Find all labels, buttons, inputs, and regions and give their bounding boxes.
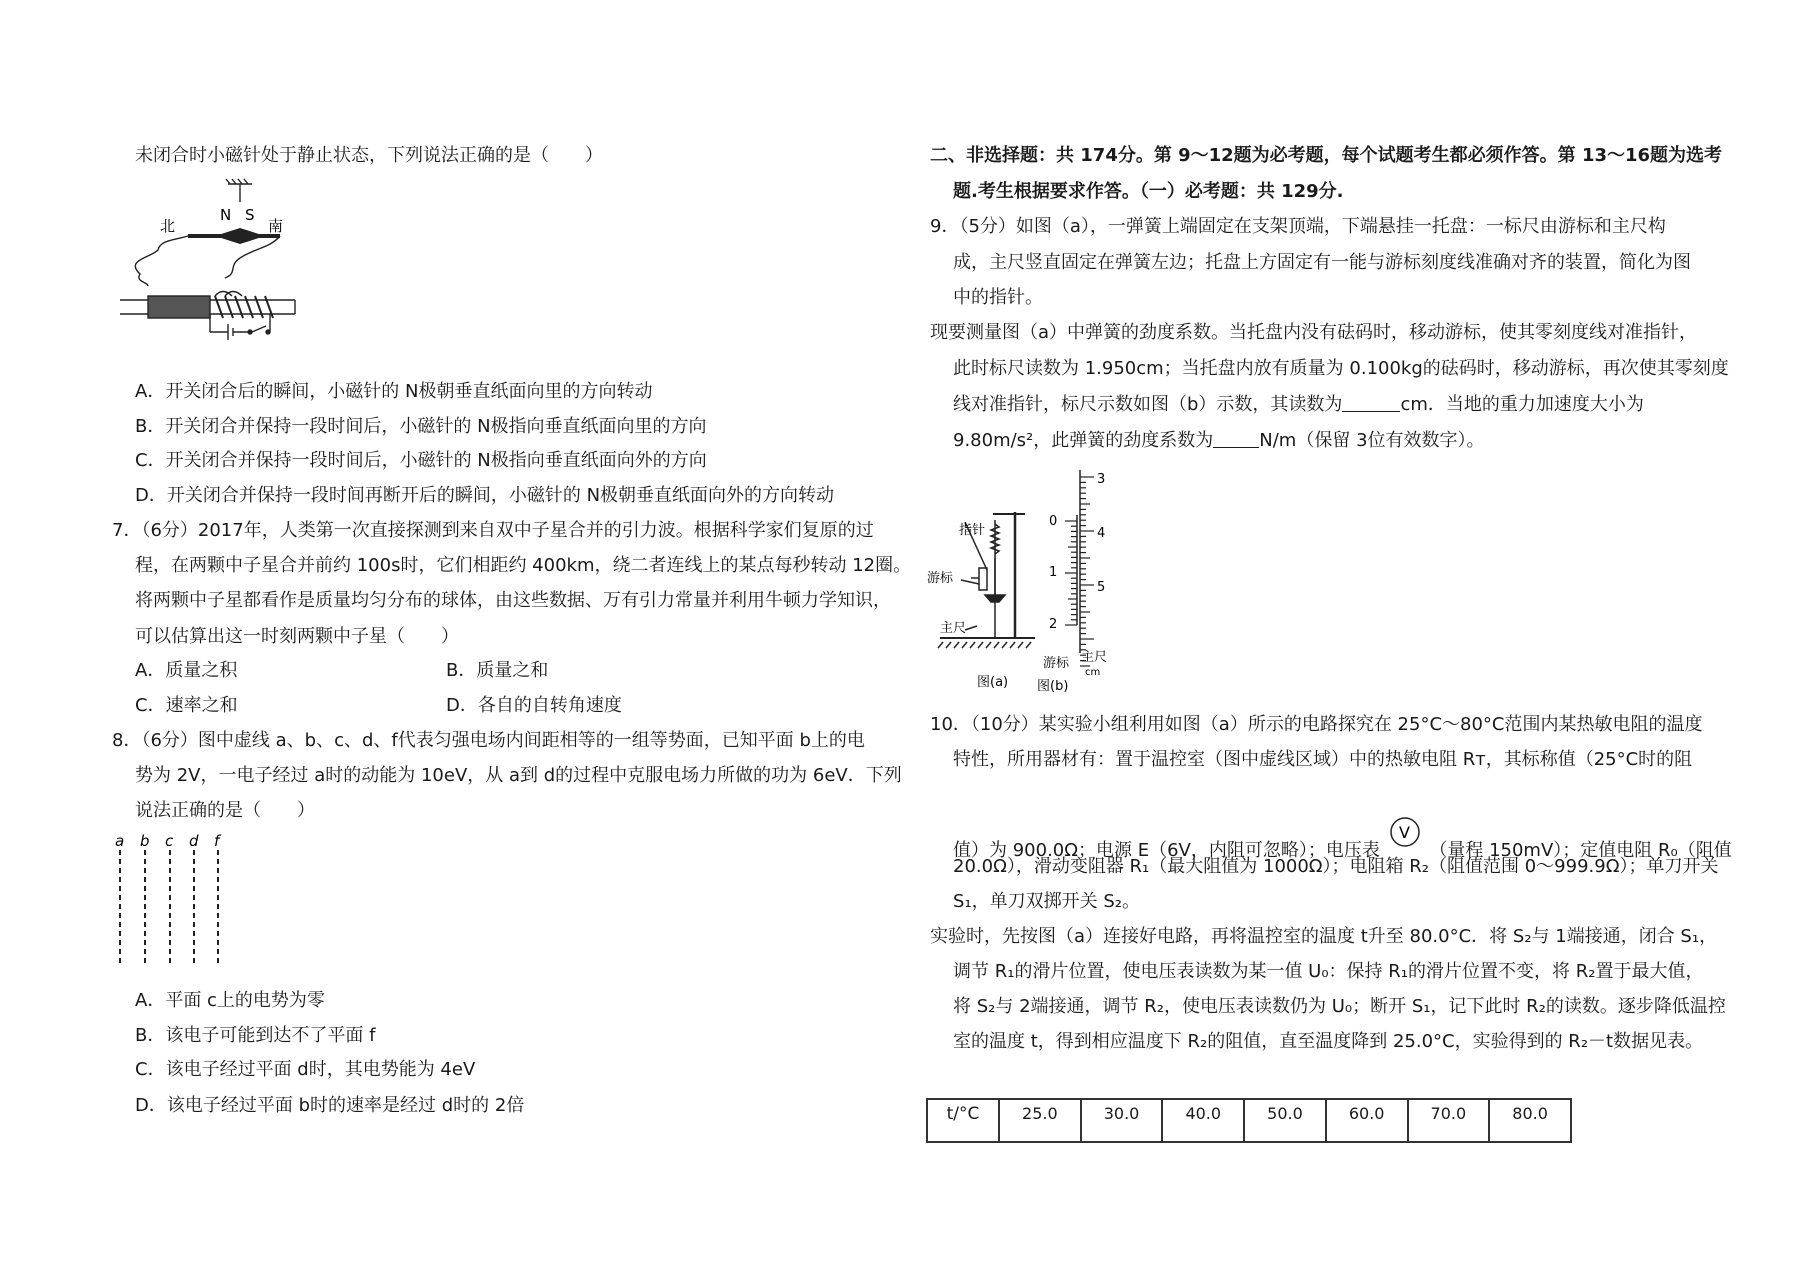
voltmeter-label: V [1398,823,1410,842]
q9-line-7 [953,426,1485,452]
q8-option-d: D．该电子经过平面 b时的速率是经过 d时的 2倍 [135,1095,525,1116]
q9-line-6-b: cm．当地的重力加速度大小为 [1400,394,1644,415]
q10-exp-line-4: 室的温度 t，得到相应温度下 R₂的阻值，直至温度降到 25.0°C，实验得到的 R₂－t数据见表。 [953,1031,1704,1052]
q9-line-6 [953,390,1644,416]
q6-option-a: A．开关闭合后的瞬间，小磁针的 N极朝垂直纸面向里的方向转动 [135,381,653,402]
table-row [927,1099,1571,1142]
q9-line-7-a: 9.80m/s²，此弹簧的劲度系数为 [953,430,1214,451]
q7-option-d: D．各自的自转角速度 [446,695,622,716]
q9-line-2: 成，主尺竖直固定在弹簧左边；托盘上方固定有一能与游标刻度线准确对齐的装置，简化为图 [953,252,1691,273]
table-cell: 80.0 [1489,1099,1571,1142]
r2-t-data-table [926,1098,1572,1143]
q6-needle-s-label: S [245,206,255,224]
table-header-cell: t/°C [927,1099,999,1142]
main-scale-label: 主尺 [940,621,967,636]
q7-option-c: C．速率之和 [135,695,238,716]
q7-line-2: 程，在两颗中子星合并前约 100s时，它们相距约 400km，绕二者连线上的某点每秒转动 12圈。 [135,555,912,576]
q8-line-2: 势为 2V，一电子经过 a时的动能为 10eV，从 a到 d的过程中克服电场力所做的功为 6eV．下列 [135,765,902,786]
q10-line-1: 10．（10分）某实验小组利用如图（a）所示的电路探究在 25°C～80°C范围内某热敏电阻的温度 [930,714,1703,735]
table-cell: 50.0 [1244,1099,1326,1142]
q10-exp-line-2: 调节 R₁的滑片位置，使电压表读数为某一值 U₀：保持 R₁的滑片位置不变，将 R₂置于最大值， [953,961,1704,982]
q8-line-1: 8．（6分）图中虚线 a、b、c、d、f代表匀强电场内间距相等的一组等势面，已知平面 b上的电 [112,730,865,751]
q10-exp-line-1: 实验时，先按图（a）连接好电路，再将温控室的温度 t升至 80.0°C．将 S₂与 1端接通，闭合 S₁， [930,926,1718,947]
q9-line-6-a: 线对准指针，标尺示数如图（b）示数，其读数为 [953,394,1343,415]
q9-vernier-figure [1035,465,1125,700]
q10-line-4: 20.0Ω），滑动变阻器 R₁（最大阻值为 1000Ω）；电阻箱 R₂（阻值范围 0～999.9Ω）；单刀开关 [953,856,1719,877]
q6-stem-tail: 未闭合时小磁针处于静止状态，下列说法正确的是（ ） [135,145,603,166]
main-b-label: 主尺 [1081,650,1108,665]
vernier-number-2: 2 [1049,617,1058,632]
q7-line-4: 可以估算出这一时刻两颗中子星（ ） [135,626,459,647]
section-heading-line-1: 二、非选择题：共 174分。第 9～12题为必考题，每个试题考生都必须作答。第 13～16题为选考 [930,145,1723,166]
q7-line-3: 将两颗中子星都看作是质量均匀分布的球体，由这些数据、万有引力常量并利用牛顿力学知识， [135,590,891,611]
vernier-label: 游标 [927,571,954,586]
q8-option-c: C．该电子经过平面 d时，其电势能为 4eV [135,1059,476,1080]
main-scale-number-4: 4 [1097,526,1106,541]
q8-option-b: B．该电子可能到达不了平面 f [135,1025,376,1046]
q8-equipotential-figure [110,832,230,967]
q8-option-a: A．平面 c上的电势为零 [135,990,325,1011]
main-scale-number-5: 5 [1097,580,1106,595]
table-cell: 30.0 [1081,1099,1163,1142]
unit-label: cm [1085,667,1101,678]
q9-line-5: 此时标尺读数为 1.950cm；当托盘内放有质量为 0.100kg的砝码时，移动游标，再次使其零刻度 [953,358,1729,379]
q8-line-3: 说法正确的是（ ） [135,800,315,821]
q9-line-3: 中的指针。 [953,287,1043,308]
q9-line-7-b: N/m（保留 3位有效数字）。 [1259,430,1485,451]
q10-line-5: S₁，单刀双掷开关 S₂。 [953,891,1141,912]
voltmeter-icon [1389,816,1421,848]
vernier-number-1: 1 [1049,565,1058,580]
q10-exp-line-3: 将 S₂与 2端接通，调节 R₂，使电压表读数仍为 U₀；断开 S₁，记下此时 R₂的读数。逐步降低温控 [953,996,1726,1017]
figure-a-caption: 图(a) [977,675,1009,690]
pointer-label: 指针 [959,523,986,538]
q9-line-1: 9．（5分）如图（a），一弹簧上端固定在支架顶端，下端悬挂一托盘：一标尺由游标和主尺构 [930,216,1666,237]
q6-option-b: B．开关闭合并保持一段时间后，小磁针的 N极指向垂直纸面向里的方向 [135,416,707,437]
table-cell: 25.0 [999,1099,1081,1142]
plane-f-label: f [214,832,220,850]
q6-solenoid-figure [120,178,305,348]
q6-north-label: 北 [160,217,176,235]
q6-option-d: D．开关闭合并保持一段时间再断开后的瞬间，小磁针的 N极朝垂直纸面向外的方向转动 [135,485,835,506]
plane-d-label: d [189,832,199,850]
table-cell: 60.0 [1326,1099,1408,1142]
vernier-number-0: 0 [1049,514,1058,529]
q9-spring-constant-blank[interactable] [1213,429,1259,448]
plane-b-label: b [140,832,150,850]
vernier-b-label: 游标 [1043,656,1070,671]
q10-line-2: 特性，所用器材有：置于温控室（图中虚线区域）中的热敏电阻 Rт，其标称值（25°C时的阻 [953,749,1693,770]
q9-line-4: 现要测量图（a）中弹簧的劲度系数。当托盘内没有砝码时，移动游标，使其零刻度线对准指针， [930,322,1698,343]
q7-option-b: B．质量之和 [446,660,549,681]
q10-line-3-b: （量程 150mV）；定值电阻 R₀（阻值 [1429,840,1732,861]
q6-south-label: 南 [268,217,284,235]
plane-a-label: a [115,832,125,850]
q7-line-1: 7．（6分）2017年，人类第一次直接探测到来自双中子星合并的引力波。根据科学家们复原的过 [112,520,874,541]
figure-b-caption: 图(b) [1037,679,1069,694]
section-heading-line-2: 题.考生根据要求作答。（一）必考题：共 129分. [953,181,1344,202]
q6-needle-n-label: N [220,206,232,224]
q9-reading-blank[interactable] [1342,393,1400,412]
plane-c-label: c [165,832,174,850]
q9-apparatus-figure [925,500,1035,700]
table-cell: 40.0 [1162,1099,1244,1142]
q10-line-3-a: 值）为 900.0Ω；电源 E（6V，内阻可忽略）；电压表 [953,840,1380,861]
q6-option-c: C．开关闭合并保持一段时间后，小磁针的 N极指向垂直纸面向外的方向 [135,450,707,471]
table-cell: 70.0 [1408,1099,1490,1142]
q7-option-a: A．质量之积 [135,660,238,681]
main-scale-number-3: 3 [1097,472,1106,487]
